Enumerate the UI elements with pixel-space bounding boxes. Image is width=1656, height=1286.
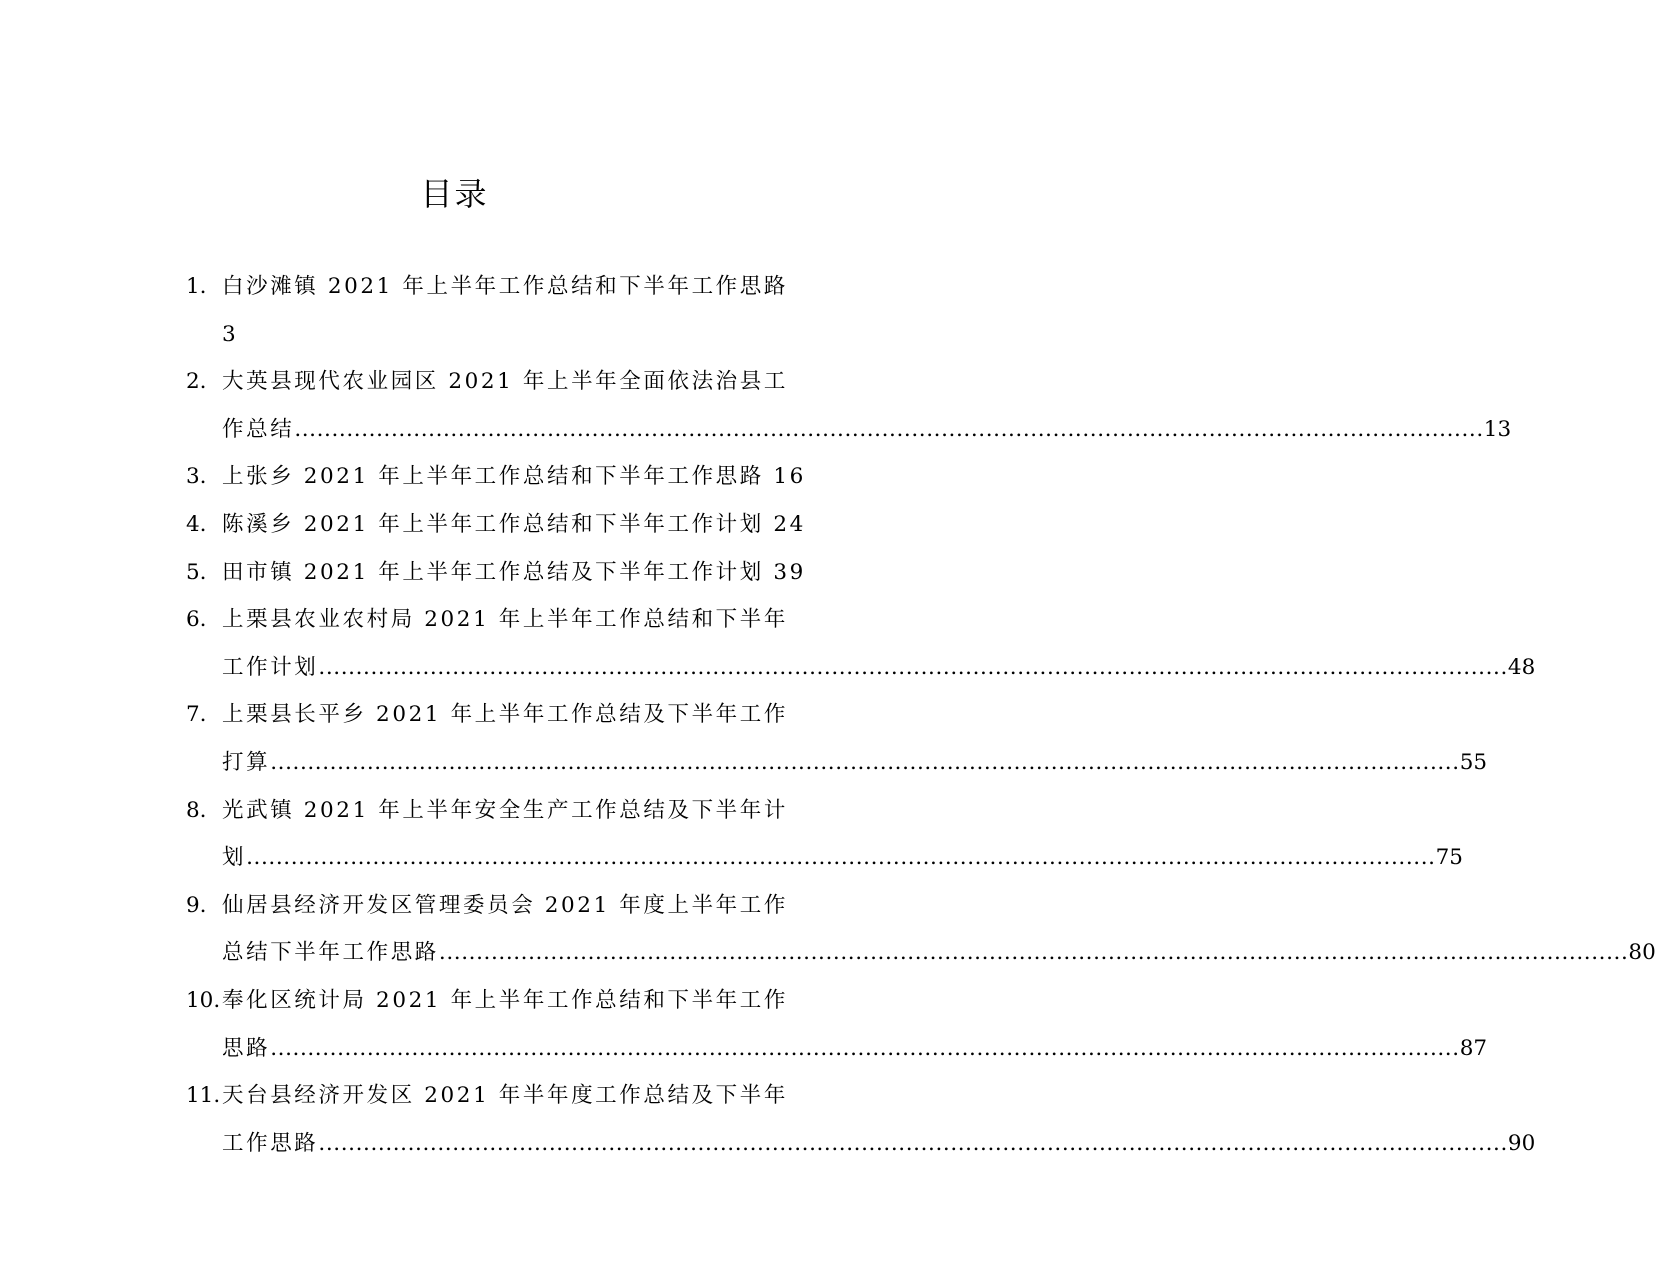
toc-entry-number: 6. xyxy=(186,607,207,633)
toc-entry-number: 9. xyxy=(186,892,207,918)
toc-entry-title: 天台县经济开发区 2021 年半年度工作总结及下半年 xyxy=(222,1083,788,1109)
toc-entry-page: 80 xyxy=(1628,940,1656,966)
toc-entry-title: 上栗县长平乡 2021 年上半年工作总结及下半年工作 xyxy=(222,702,788,728)
toc-entry-number: 7. xyxy=(186,702,207,728)
toc-entry-8[interactable] xyxy=(186,787,1463,882)
toc-entry-title-continued: 作总结 xyxy=(222,416,295,442)
table-of-contents xyxy=(186,263,1656,1167)
toc-entry-number: 2. xyxy=(186,369,207,395)
toc-entry-4[interactable] xyxy=(186,501,806,549)
toc-entry-page: 55 xyxy=(1459,749,1488,775)
toc-entry-9[interactable] xyxy=(186,882,1656,977)
toc-entry-title: 奉化区统计局 2021 年上半年工作总结和下半年工作 xyxy=(222,987,788,1013)
toc-leader-dots: ................................................................................................................................................................ xyxy=(270,749,1460,775)
toc-entry-10[interactable] xyxy=(186,977,1488,1072)
toc-entry-page: 87 xyxy=(1459,1035,1488,1061)
toc-leader-dots: ................................................................................................................................................................ xyxy=(294,416,1484,442)
toc-entry-6[interactable] xyxy=(186,596,1536,691)
toc-entry-page: 48 xyxy=(1507,654,1536,680)
toc-entry-title: 上栗县农业农村局 2021 年上半年工作总结和下半年 xyxy=(222,607,788,633)
toc-entry-5[interactable] xyxy=(186,549,806,597)
toc-entry-3[interactable] xyxy=(186,453,806,501)
toc-entry-page: 3 xyxy=(222,321,236,347)
toc-entry-title: 田市镇 2021 年上半年工作总结及下半年工作计划 39 xyxy=(222,559,806,585)
toc-entry-1[interactable] xyxy=(186,263,788,358)
toc-entry-title: 陈溪乡 2021 年上半年工作总结和下半年工作计划 24 xyxy=(222,511,806,537)
toc-entry-title-continued: 总结下半年工作思路 xyxy=(222,940,439,966)
toc-entry-title: 光武镇 2021 年上半年安全生产工作总结及下半年计 xyxy=(222,797,788,823)
toc-entry-title-continued: 工作思路 xyxy=(222,1130,319,1156)
toc-entry-11[interactable] xyxy=(186,1072,1536,1167)
toc-entry-number: 4. xyxy=(186,511,207,537)
toc-entry-number: 10. xyxy=(186,987,221,1013)
toc-leader-dots: ................................................................................................................................................................ xyxy=(438,940,1629,966)
toc-entry-number: 8. xyxy=(186,797,207,823)
toc-entry-title: 白沙滩镇 2021 年上半年工作总结和下半年工作思路 xyxy=(222,274,788,299)
toc-entry-2[interactable] xyxy=(186,358,1512,453)
toc-entry-number: 11. xyxy=(186,1083,221,1109)
toc-entry-title-continued: 打算 xyxy=(222,749,271,775)
toc-entry-7[interactable] xyxy=(186,691,1488,786)
toc-leader-dots: ................................................................................................................................................................ xyxy=(318,654,1508,680)
toc-entry-number: 1. xyxy=(186,274,207,299)
toc-leader-dots: ................................................................................................................................................................ xyxy=(318,1130,1508,1156)
toc-entry-page: 90 xyxy=(1507,1130,1536,1156)
toc-leader-dots: ................................................................................................................................................................ xyxy=(246,845,1436,871)
toc-entry-title: 上张乡 2021 年上半年工作总结和下半年工作思路 16 xyxy=(222,464,806,490)
toc-entry-title-continued: 工作计划 xyxy=(222,654,319,680)
page-title: 目录 xyxy=(420,175,489,213)
toc-entry-title-continued: 划 xyxy=(222,845,247,871)
toc-entry-number: 3. xyxy=(186,464,207,490)
toc-entry-page: 13 xyxy=(1483,416,1512,442)
toc-entry-title-continued: 思路 xyxy=(222,1035,271,1061)
toc-entry-title: 仙居县经济开发区管理委员会 2021 年度上半年工作 xyxy=(222,892,788,918)
toc-entry-title: 大英县现代农业园区 2021 年上半年全面依法治县工 xyxy=(222,369,788,395)
toc-leader-dots: ................................................................................................................................................................ xyxy=(270,1035,1460,1061)
toc-entry-number: 5. xyxy=(186,559,207,585)
toc-entry-page: 75 xyxy=(1435,845,1463,871)
